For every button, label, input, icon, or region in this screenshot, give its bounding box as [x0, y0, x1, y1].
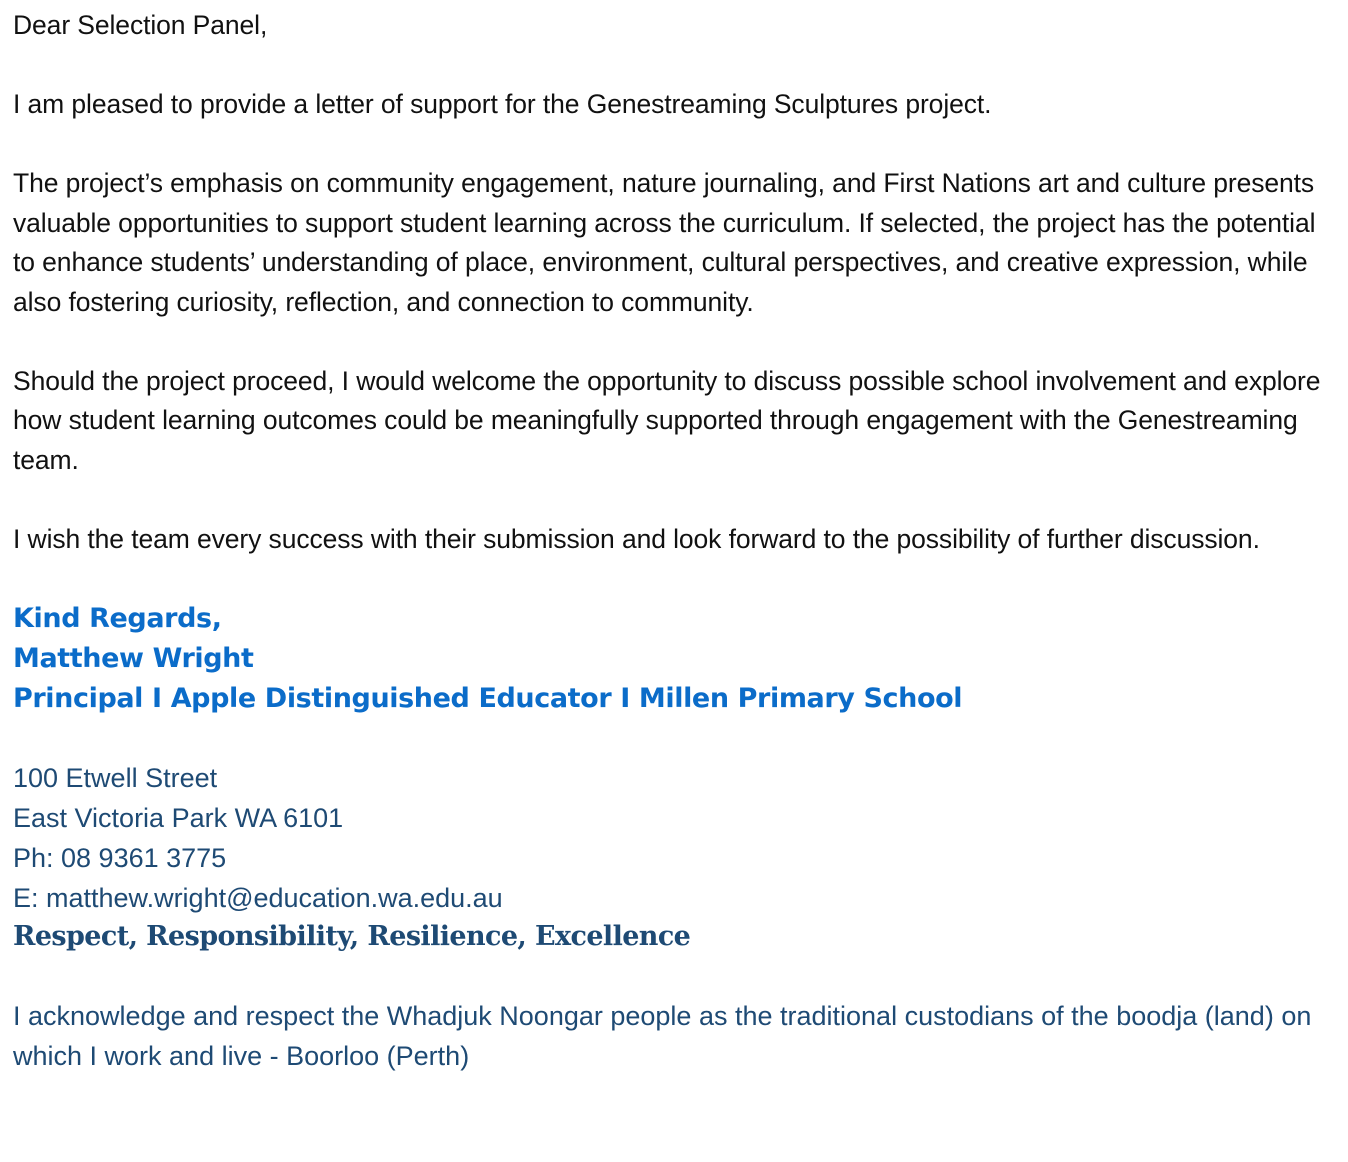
school-motto: Respect, Responsibility, Resilience, Excellence: [13, 921, 691, 952]
contact-email[interactable]: E: matthew.wright@education.wa.edu.au: [13, 883, 503, 913]
contact-suburb: East Victoria Park WA 6101: [13, 803, 344, 833]
contact-block: [13, 758, 1338, 956]
paragraph-proceed: Should the project proceed, I would welcome the opportunity to discuss possible school involvement and explore how student learning outcomes could be meaningfully supported through engagement with the Genestreaming team.: [13, 365, 1321, 475]
signature-block: [13, 599, 1338, 719]
signature-closing: Kind Regards,: [13, 602, 222, 634]
acknowledgement-of-country: I acknowledge and respect the Whadjuk Noongar people as the traditional custodians of the boodja (land) on which I work and live - Boorloo (Perth): [13, 1000, 1312, 1071]
signature-title: Principal I Apple Distinguished Educator I Millen Primary School: [13, 682, 963, 714]
salutation: Dear Selection Panel,: [13, 10, 268, 40]
paragraph-intro: I am pleased to provide a letter of support for the Genestreaming Sculptures project.: [13, 89, 992, 119]
contact-street: 100 Etwell Street: [13, 763, 218, 793]
letter: [13, 6, 1338, 1076]
paragraph-emphasis: The project’s emphasis on community engagement, nature journaling, and First Nations art and culture presents valuable opportunities to support student learning across the curriculum. If selected, the project has the potential to enhance students’ understanding of place, environment, cultural perspectives, and creative expression, while also fostering curiosity, reflection, and connection to community.: [13, 168, 1316, 317]
signature-name: Matthew Wright: [13, 642, 254, 674]
contact-phone: Ph: 08 9361 3775: [13, 843, 227, 873]
paragraph-closing: I wish the team every success with their submission and look forward to the possibility of further discussion.: [13, 523, 1260, 554]
